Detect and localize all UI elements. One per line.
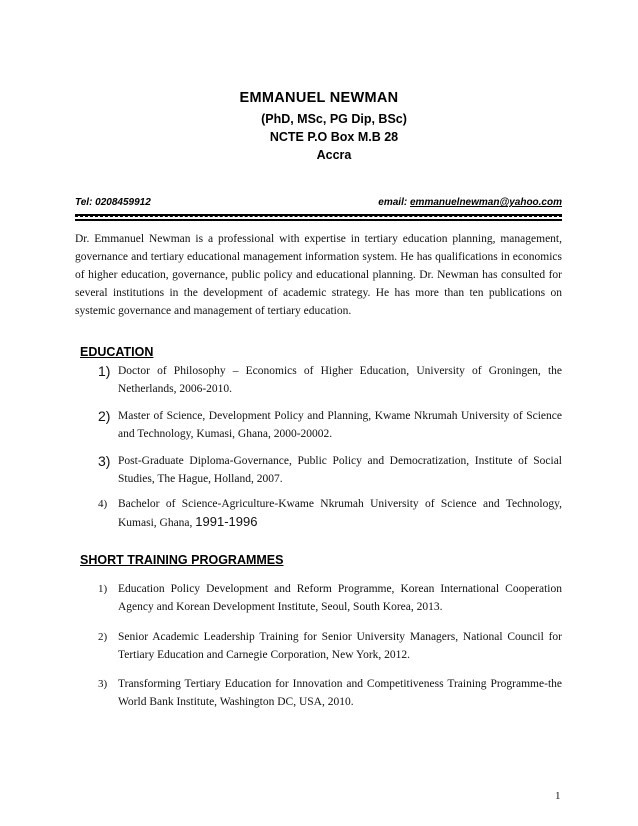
education-item-number: 1): [98, 363, 111, 379]
telephone: Tel: 0208459912: [75, 197, 151, 208]
training-item-3: [98, 675, 562, 711]
training-item-text: Transforming Tertiary Education for Innovation and Competitiveness Training Programme-the World Bank Institute, Washington DC, USA, 2010.: [118, 678, 562, 708]
training-item-number: 1): [98, 583, 108, 595]
page-number: 1: [555, 790, 561, 802]
education-item-text: [118, 495, 562, 532]
training-heading: SHORT TRAINING PROGRAMMES: [80, 553, 284, 567]
candidate-city: Accra: [316, 148, 352, 162]
candidate-address: NCTE P.O Box M.B 28: [269, 130, 399, 144]
separator-dash: [75, 216, 562, 217]
education-heading: EDUCATION: [80, 345, 154, 359]
education-item-3: [98, 452, 562, 488]
education-item-year: 1991-1996: [195, 514, 258, 529]
education-item-number: 4): [98, 498, 108, 510]
education-item-text: Post-Graduate Diploma-Governance, Public Policy and Democratization, Institute of Social Studies, The Hague, Holland, 2007.: [118, 455, 562, 485]
education-item-1: [98, 362, 562, 398]
email-link[interactable]: emmanuelnewman@yahoo.com: [409, 197, 562, 208]
candidate-qualifications: (PhD, MSc, PG Dip, BSc): [261, 112, 407, 126]
email-line: [378, 197, 562, 208]
education-item-text: Doctor of Philosophy – Economics of Higher Education, University of Groningen, the Netherlands, 2006-2010.: [118, 365, 562, 395]
profile-summary: Dr. Emmanuel Newman is a professional with expertise in tertiary education planning, management, governance and tertiary educational management information system. He has qualifications in economics of higher education, governance, public policy and educational planning. Dr. Newman has consulted for several institutions in the development of academic strategy. He has more than ten publications on systemic governance and management of tertiary education.: [75, 233, 562, 317]
education-item-number: 2): [98, 408, 111, 424]
education-item-text: Master of Science, Development Policy and Planning, Kwame Nkrumah University of Science and Technology, Kumasi, Ghana, 2000-20002.: [118, 410, 562, 440]
training-item-1: [98, 580, 562, 616]
education-item-2: [98, 407, 562, 443]
resume-header: [0, 90, 638, 162]
training-item-text: Education Policy Development and Reform Programme, Korean International Cooperation Agency and Korean Development Institute, Seoul, South Korea, 2013.: [118, 583, 562, 613]
training-item-number: 2): [98, 631, 108, 643]
training-item-number: 3): [98, 678, 108, 690]
email-label: email:: [378, 197, 410, 208]
candidate-name: EMMANUEL NEWMAN: [239, 90, 399, 106]
education-item-body: Bachelor of Science-Agriculture-Kwame Nkrumah University of Science and Technology, Kumasi, Ghana,: [118, 498, 562, 529]
training-item-2: [98, 628, 562, 664]
education-item-number: 3): [98, 453, 111, 469]
training-item-text: Senior Academic Leadership Training for Senior University Managers, National Council for Tertiary Education and Carnegie Corporation, New York, 2012.: [118, 631, 562, 661]
education-item-4: [98, 495, 562, 532]
